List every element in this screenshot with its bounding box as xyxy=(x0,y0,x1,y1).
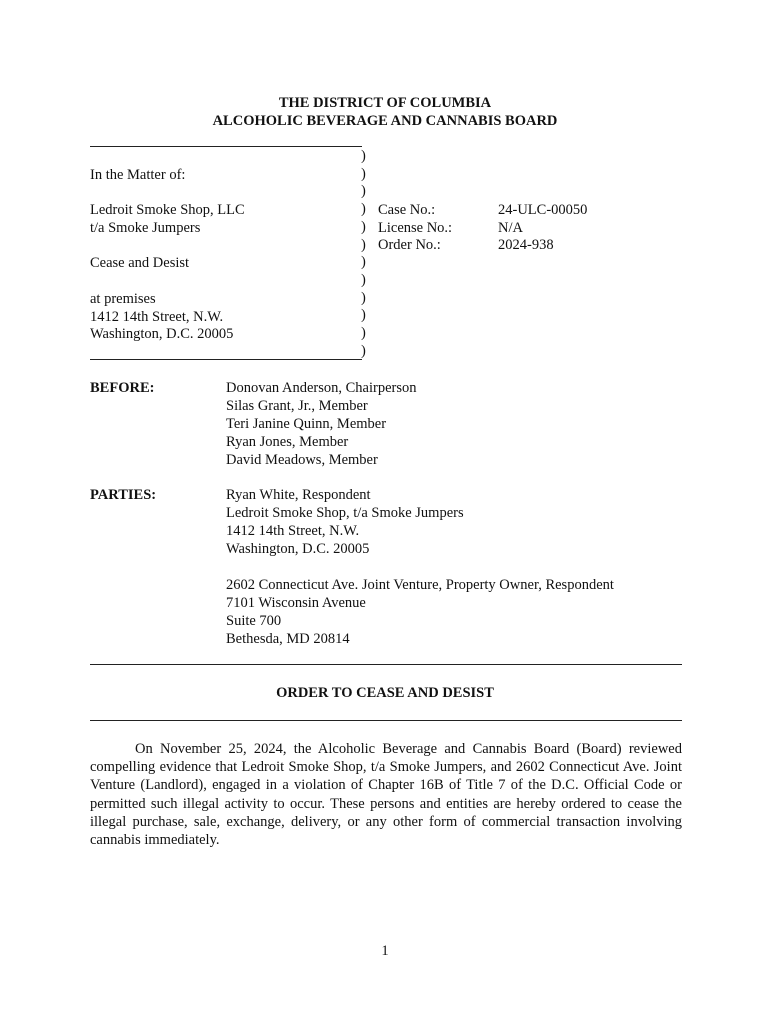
action-type: Cease and Desist xyxy=(90,255,190,271)
before-label: BEFORE: xyxy=(90,380,155,396)
board-member: Ryan Jones, Member xyxy=(226,434,349,450)
respondent-name: Ledroit Smoke Shop, LLC xyxy=(90,202,245,218)
order-number-value: 2024-938 xyxy=(498,237,554,253)
premises-label: at premises xyxy=(90,291,156,307)
order-number-label: Order No.: xyxy=(378,237,441,253)
parties-label: PARTIES: xyxy=(90,487,157,503)
party-line: Ledroit Smoke Shop, t/a Smoke Jumpers xyxy=(226,505,464,521)
party-line: Washington, D.C. 20005 xyxy=(226,541,370,557)
license-number-label: License No.: xyxy=(378,220,453,236)
premises-city: Washington, D.C. 20005 xyxy=(90,326,234,342)
license-number-value: N/A xyxy=(498,220,523,236)
board-members-list xyxy=(226,379,416,469)
body-text: On November 25, 2024, the Alcoholic Beverage and Cannabis Board (Board) reviewed compelling evidence that Ledroit Smoke Shop, t/a Smoke Jumpers, and 2602 Connecticut Ave. Joint Venture (Landlord), engaged in a violation of Chapter 16B of Title 7 of the D.C. Official Code or permitted such illegal activity to occur. These persons and entities are hereby ordered to cease the illegal purchase, sale, exchange, delivery, or any other form of commercial transaction involving cannabis immediately. xyxy=(90,741,682,849)
board-member: Donovan Anderson, Chairperson xyxy=(226,380,417,396)
body-paragraph xyxy=(90,740,682,849)
order-title: ORDER TO CEASE AND DESIST xyxy=(276,685,494,701)
matter-label: In the Matter of: xyxy=(90,167,186,183)
party-line: Suite 700 xyxy=(226,613,282,629)
premises-street: 1412 14th Street, N.W. xyxy=(90,309,224,325)
caption-top-rule xyxy=(90,146,362,147)
party-line: 1412 14th Street, N.W. xyxy=(226,523,360,539)
trade-name: t/a Smoke Jumpers xyxy=(90,220,201,236)
title-bottom-rule xyxy=(90,720,682,721)
header-jurisdiction: THE DISTRICT OF COLUMBIA xyxy=(278,95,492,111)
board-member: David Meadows, Member xyxy=(226,452,378,468)
board-member: Silas Grant, Jr., Member xyxy=(226,398,368,414)
case-number-label: Case No.: xyxy=(378,202,436,218)
party-line: 7101 Wisconsin Avenue xyxy=(226,595,366,611)
party-line: Ryan White, Respondent xyxy=(226,487,371,503)
header-board-name: ALCOHOLIC BEVERAGE AND CANNABIS BOARD xyxy=(212,113,558,129)
party-respondent-business xyxy=(226,486,464,558)
party-property-owner xyxy=(226,576,614,648)
caption-parentheses: ) ) ) ) ) ) ) ) ) ) ) ) xyxy=(361,148,366,359)
caption-bottom-rule xyxy=(90,359,362,360)
party-line: 2602 Connecticut Ave. Joint Venture, Property Owner, Respondent xyxy=(226,577,614,593)
title-top-rule xyxy=(90,664,682,665)
party-line: Bethesda, MD 20814 xyxy=(226,631,350,647)
page-number: 1 xyxy=(381,943,389,959)
case-number-value: 24-ULC-00050 xyxy=(498,202,588,218)
board-member: Teri Janine Quinn, Member xyxy=(226,416,387,432)
